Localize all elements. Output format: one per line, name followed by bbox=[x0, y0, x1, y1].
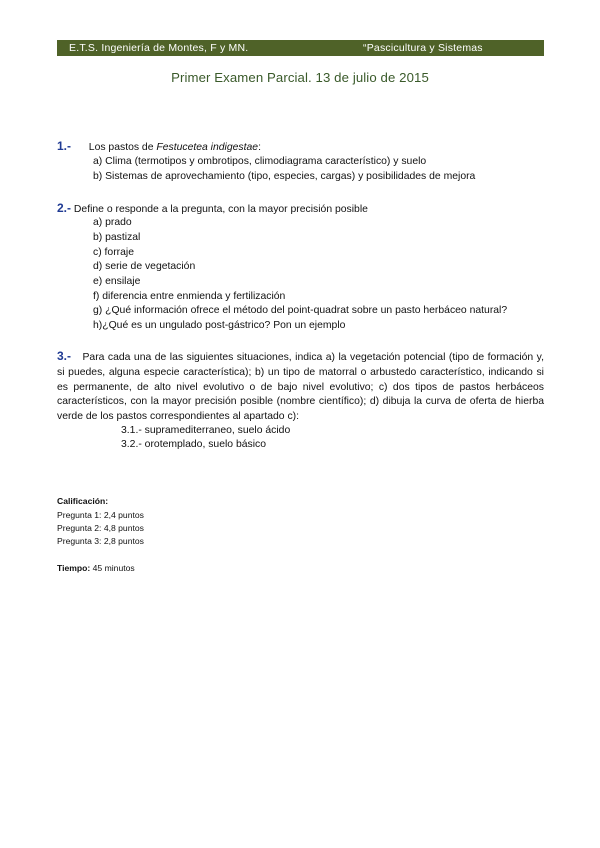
question-3-number: 3.- bbox=[57, 349, 72, 363]
question-2-item: g) ¿Qué información ofrece el método del point-quadrat sobre un pasto herbáceo natural? bbox=[93, 305, 508, 316]
question-1-prompt-italic: Festucetea indigestae bbox=[156, 142, 259, 153]
question-1-number: 1.- bbox=[57, 139, 72, 153]
question-1-heading bbox=[57, 139, 261, 156]
header-school: E.T.S. Ingeniería de Montes, F y MN. bbox=[69, 42, 249, 54]
question-1-item: b) Sistemas de aprovechamiento (tipo, especies, cargas) y posibilidades de mejora bbox=[93, 171, 476, 182]
question-3-paragraph bbox=[57, 349, 544, 425]
question-1-prompt-prefix: Los pastos de bbox=[88, 142, 157, 153]
question-3-text: Para cada una de las siguientes situaciones, indica a) la vegetación potencial (tipo de formación y, si puedes, alguna especie característica); b) un tipo de matorral o arbustedo característico, indicando si es permanente, de alto nivel evolutivo o de bajo nivel evolutivo; c) dos tipos de pastos herbáceos característicos, con la mayor precisión posible (nombre científico); d) dibuja la curva de oferta de hierba verde de los pastos correspondientes al apartado c): bbox=[57, 352, 544, 423]
question-3-item: 3.1.- supramediterraneo, suelo ácido bbox=[121, 425, 291, 436]
question-3-item: 3.2.- orotemplado, suelo básico bbox=[121, 439, 266, 450]
header-bar bbox=[57, 40, 544, 70]
question-1-item: a) Clima (termotipos y ombrotipos, climodiagrama característico) y suelo bbox=[93, 156, 427, 167]
question-2-prompt: Define o responde a la pregunta, con la mayor precisión posible bbox=[73, 204, 368, 215]
time-value: 45 minutos bbox=[90, 563, 135, 573]
time-limit bbox=[57, 562, 135, 575]
grading-line: Pregunta 2: 4,8 puntos bbox=[57, 523, 144, 533]
question-2-item: a) prado bbox=[93, 217, 132, 228]
question-2-item: f) diferencia entre enmienda y fertilización bbox=[93, 291, 286, 302]
grading-line: Pregunta 3: 2,8 puntos bbox=[57, 536, 144, 546]
question-1-prompt-suffix: : bbox=[258, 142, 261, 153]
time-label: Tiempo: bbox=[57, 563, 91, 573]
question-2-item: e) ensilaje bbox=[93, 276, 141, 287]
grading-line: Pregunta 1: 2,4 puntos bbox=[57, 510, 144, 520]
page-title: Primer Examen Parcial. 13 de julio de 2015 bbox=[171, 70, 429, 85]
question-2-number: 2.- bbox=[57, 201, 72, 215]
question-2-item: b) pastizal bbox=[93, 232, 141, 243]
question-2-item: d) serie de vegetación bbox=[93, 261, 196, 272]
question-2-item: c) forraje bbox=[93, 247, 134, 258]
header-course: “Pascicultura y Sistemas Agroforestales” bbox=[363, 42, 483, 70]
question-2-item: h)¿Qué es un ungulado post-gástrico? Pon un ejemplo bbox=[93, 320, 346, 331]
grading-heading: Calificación: bbox=[57, 496, 109, 506]
